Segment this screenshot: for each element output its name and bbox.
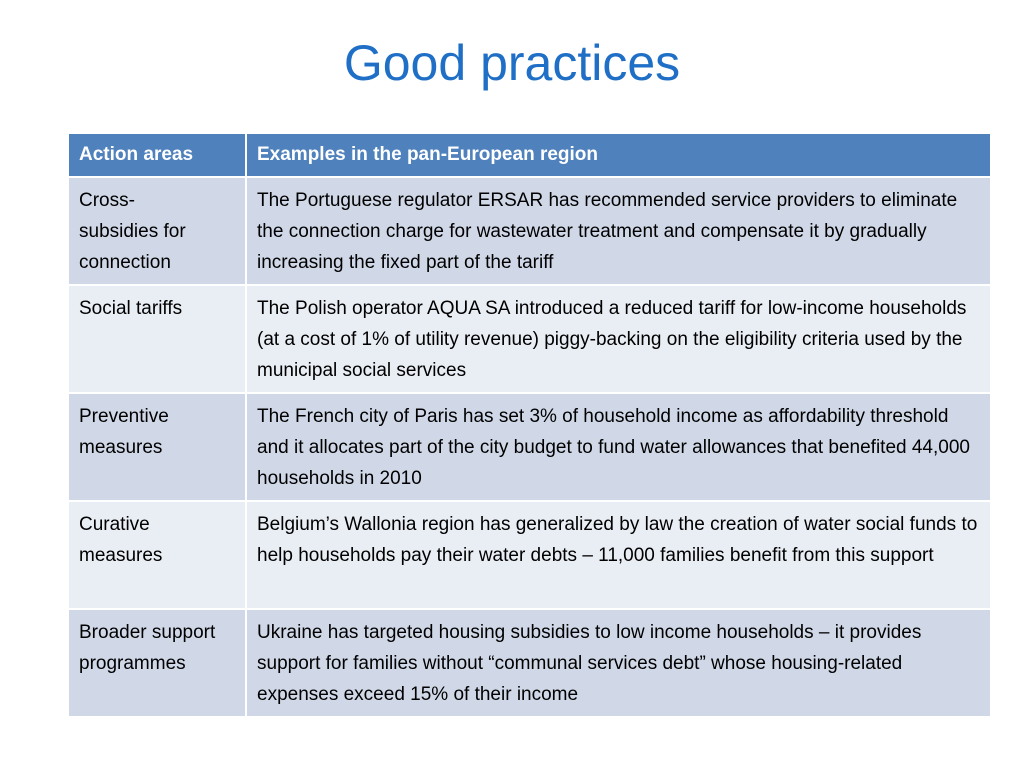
row-example-cell: The Polish operator AQUA SA introduced a reduced tariff for low-income households (at a cost of 1% of utility revenue) piggy-backing on the eligibility criteria used by the municipal social services: [247, 286, 990, 394]
table-header-row: [69, 134, 990, 178]
row-area-cell: Broader support programmes: [69, 610, 247, 718]
table-row: [69, 286, 990, 394]
slide-title: Good practices: [343, 35, 681, 91]
row-area-cell: Curative measures: [69, 502, 247, 610]
row-example-cell: The Portuguese regulator ERSAR has recommended service providers to eliminate the connection charge for wastewater treatment and compensate it by gradually increasing the fixed part of the tariff: [247, 178, 990, 286]
row-example-cell: Ukraine has targeted housing subsidies to low income households – it provides support for families without “communal services debt” whose housing-related expenses exceed 15% of their income: [247, 610, 990, 718]
good-practices-table: [69, 134, 990, 718]
row-area-cell: Cross- subsidies for connection: [69, 178, 247, 286]
row-example-cell: The French city of Paris has set 3% of household income as affordability threshold and it allocates part of the city budget to fund water allowances that benefited 44,000 households in 2010: [247, 394, 990, 502]
header-examples: Examples in the pan-European region: [247, 134, 990, 178]
row-area-cell: Social tariffs: [69, 286, 247, 394]
table-row: [69, 394, 990, 502]
row-area-cell: Preventive measures: [69, 394, 247, 502]
table-row: [69, 610, 990, 718]
row-example-cell: Belgium’s Wallonia region has generalized by law the creation of water social funds to help households pay their water debts – 11,000 families benefit from this support: [247, 502, 990, 610]
table-row: [69, 178, 990, 286]
table-row: [69, 502, 990, 610]
header-action-areas: Action areas: [69, 134, 247, 178]
